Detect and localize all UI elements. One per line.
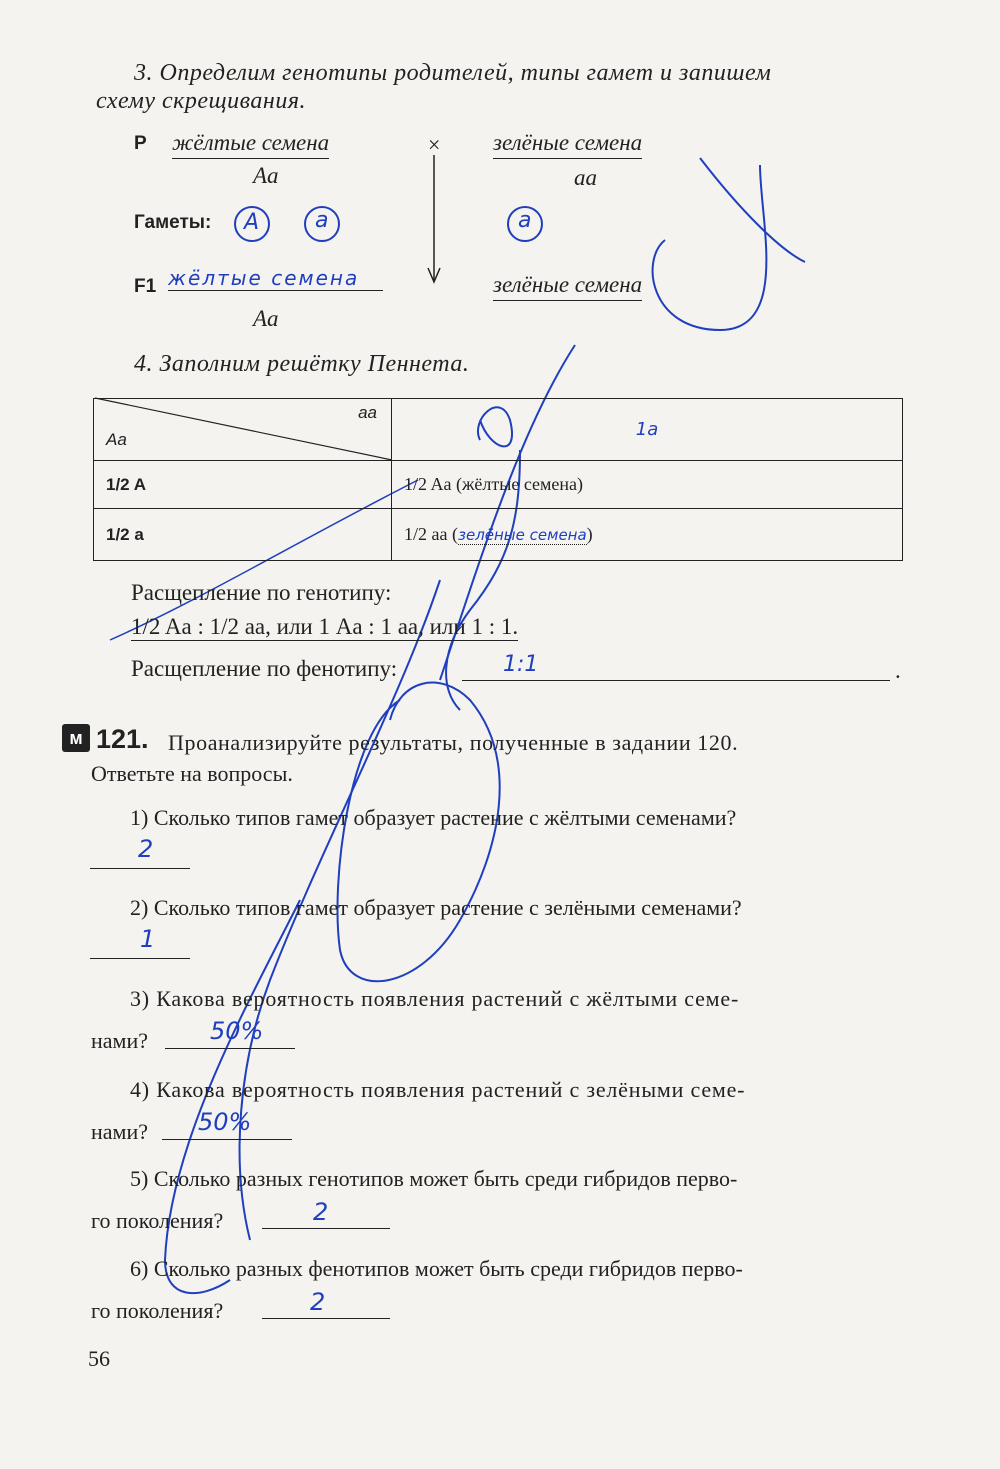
phenotype-split-line — [462, 680, 890, 681]
question4-line2: нами? — [91, 1119, 148, 1144]
phenotype-split-label: Расщепление по фенотипу: — [131, 656, 398, 681]
question5-line2: го поколения? — [91, 1208, 224, 1233]
question4-line1: 4) Какова вероятность появления растений с зелёными семе- — [130, 1077, 746, 1102]
cross-sign: × — [428, 132, 441, 157]
f1-handwritten-phenotype: жёлтые семена — [168, 266, 383, 291]
row2-value-cell — [392, 509, 903, 561]
genotype-split-label: Расщепление по генотипу: — [131, 580, 392, 605]
f1-genotype1: Aa — [253, 306, 279, 331]
answer6: 2 — [310, 1288, 326, 1316]
row2-prefix: 1/2 aa ( — [404, 524, 458, 544]
answer2-line[interactable] — [90, 958, 190, 959]
row1-value: 1/2 Aa (жёлтые семена) — [392, 461, 903, 509]
question3-line1: 3) Какова вероятность появления растений с жёлтыми семе- — [130, 986, 740, 1011]
f1-label: F1 — [134, 276, 157, 297]
check-mark-top — [653, 158, 805, 330]
gamete2: a — [315, 208, 329, 233]
gametes-label: Гаметы: — [134, 212, 212, 233]
genotype-split-value: 1/2 Aa : 1/2 aa, или 1 Aa : 1 aa, или 1 : 1. — [131, 614, 519, 639]
question2: 2) Сколько типов гамет образует растение с зелёными семенами? — [130, 895, 742, 920]
page-number: 56 — [88, 1346, 110, 1371]
answer5: 2 — [313, 1198, 329, 1226]
answer6-line[interactable] — [262, 1318, 390, 1319]
question6-line1: 6) Сколько разных фенотипов может быть среди гибридов перво- — [130, 1256, 743, 1281]
answer1-line[interactable] — [90, 868, 190, 869]
row2-handwritten: зелёные семена — [457, 526, 587, 544]
f1-phenotype2: зелёные семена — [493, 272, 642, 301]
answer3-line[interactable] — [165, 1048, 295, 1049]
task-intro-line1: Проанализируйте результаты, полученные в задании 120. — [168, 730, 739, 755]
answer4: 50% — [198, 1108, 252, 1136]
row2-label: 1/2 a — [94, 509, 392, 561]
gamete1: A — [244, 210, 260, 235]
parent2-genotype: aa — [574, 165, 597, 190]
task-intro-line2: Ответьте на вопросы. — [91, 761, 293, 786]
big-circle-stroke — [338, 683, 500, 982]
answer4-line[interactable] — [162, 1139, 292, 1140]
parents-label: P — [134, 133, 147, 154]
answer5-line[interactable] — [262, 1228, 390, 1229]
question1: 1) Сколько типов гамет образует растение с жёлтыми семенами? — [130, 805, 737, 830]
corner-bottom: Aa — [106, 430, 127, 449]
answer1: 2 — [138, 835, 154, 863]
task-badge: м — [62, 724, 90, 752]
punnett-table — [93, 398, 903, 561]
corner-top: aa — [358, 403, 377, 422]
punnett-col-header: 1a — [392, 399, 903, 461]
phenotype-split-handwritten: 1:1 — [503, 652, 539, 677]
row1-label: 1/2 A — [94, 461, 392, 509]
step3-title-line1: 3. Определим генотипы родителей, типы гамет и запишем — [134, 60, 772, 86]
parent1-genotype: Aa — [253, 163, 279, 188]
question5-line1: 5) Сколько разных генотипов может быть среди гибридов перво- — [130, 1166, 738, 1191]
task-number: 121. — [96, 724, 149, 754]
parent2-phenotype: зелёные семена — [493, 130, 642, 159]
answer3: 50% — [210, 1017, 264, 1045]
phenotype-split-end: . — [895, 658, 901, 683]
step3-title-line2: схему скрещивания. — [96, 88, 306, 114]
step4-title: 4. Заполним решётку Пеннета. — [134, 351, 470, 377]
punnett-corner-cell — [94, 399, 392, 461]
answer2: 1 — [140, 925, 156, 953]
row2-suffix: ) — [586, 524, 593, 544]
question3-line2: нами? — [91, 1028, 148, 1053]
parent1-phenotype: жёлтые семена — [172, 130, 329, 159]
gamete3: a — [518, 208, 532, 233]
question6-line2: го поколения? — [91, 1298, 224, 1323]
